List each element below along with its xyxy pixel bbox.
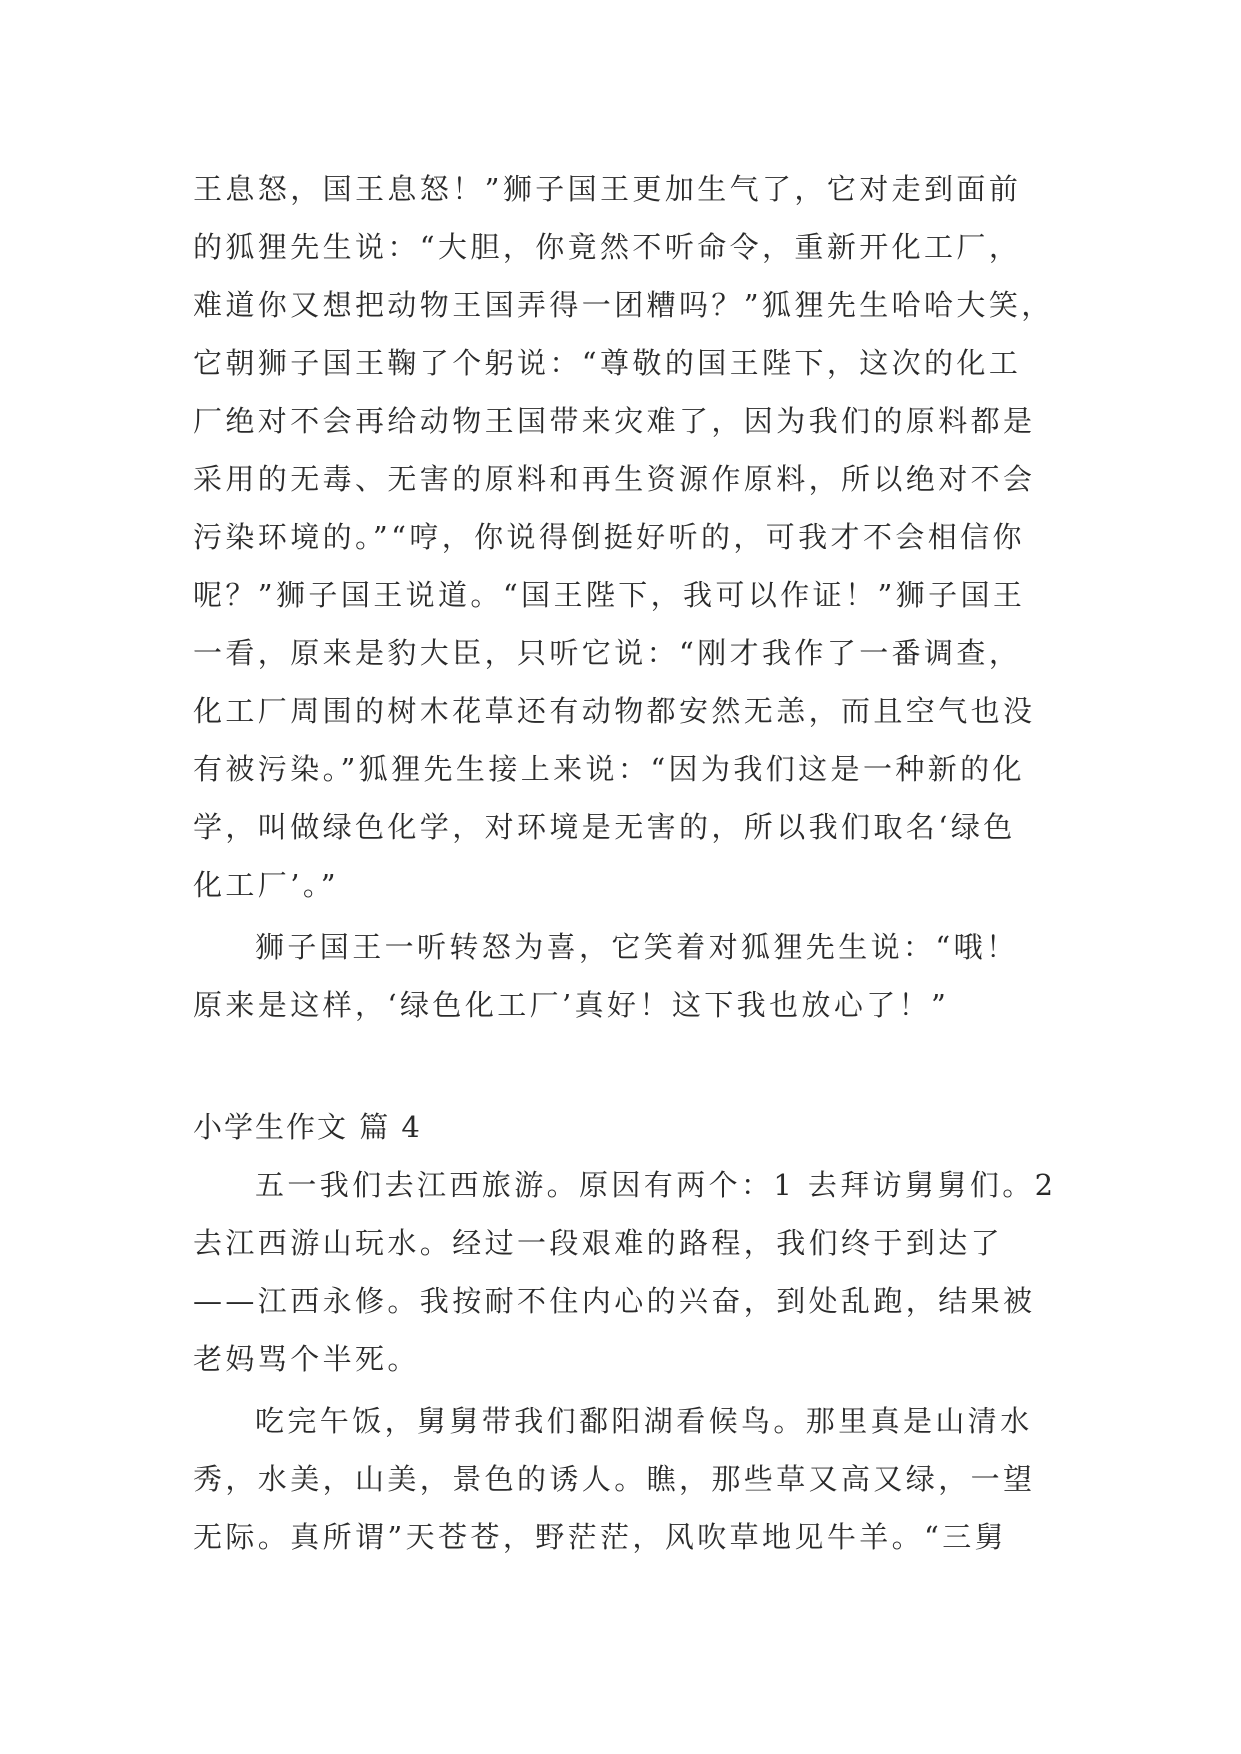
text-line: 吃完午饭，舅舅带我们鄱阳湖看候鸟。那里真是山清水 [255,1404,1033,1438]
text-line: 学，叫做绿色化学，对环境是无害的，所以我们取名‘绿色 [193,810,1016,844]
text-line: 化工厂周围的树木花草还有动物都安然无恙，而且空气也没 [193,694,1036,728]
text-line: 它朝狮子国王鞠了个躬说：“尊敬的国王陛下，这次的化工 [193,346,1022,380]
text-line: ——江西永修。我按耐不住内心的兴奋，到处乱跑，结果被 [193,1284,1036,1318]
paragraph-fox-factory-dialogue [193,160,1093,914]
text-line: 有被污染。”狐狸先生接上来说：“因为我们这是一种新的化 [193,752,1025,786]
text-line: 去江西游山玩水。经过一段艰难的路程，我们终于到达了 [193,1226,1004,1260]
text-line: 五一我们去江西旅游。原因有两个：1 去拜访舅舅们。2 [255,1168,1057,1202]
text-line: 呢？”狮子国王说道。“国王陛下，我可以作证！”狮子国王 [193,578,1026,612]
text-line: 原来是这样，‘绿色化工厂’真好！这下我也放心了！” [193,988,950,1022]
text-line: 化工厂’。” [193,868,339,902]
spacer [193,1034,1093,1098]
text-line: 无际。真所谓”天苍苍，野茫茫，风吹草地见牛羊。“三舅 [193,1520,1008,1554]
text-line: 污染环境的。”“哼，你说得倒挺好听的，可我才不会相信你 [193,520,1025,554]
paragraph-poyang-lake [193,1392,1093,1566]
section-heading: 小学生作文 篇 4 [193,1110,422,1144]
text-line: 厂绝对不会再给动物王国带来灾难了，因为我们的原料都是 [193,404,1036,438]
text-line: 一看，原来是豹大臣，只听它说：“刚才我作了一番调查， [193,636,1022,670]
text-line: 采用的无毒、无害的原料和再生资源作原料，所以绝对不会 [193,462,1036,496]
text-line: 老妈骂个半死。 [193,1342,420,1376]
paragraph-jiangxi-trip [193,1156,1093,1388]
text-line: 难道你又想把动物王国弄得一团糟吗？”狐狸先生哈哈大笑， [193,288,1054,322]
paragraph-lion-king-pleased [193,918,1093,1034]
document-page [193,160,1093,1566]
text-line: 王息怒，国王息怒！”狮子国王更加生气了，它对走到面前 [193,172,1022,206]
text-line: 狮子国王一听转怒为喜，它笑着对狐狸先生说：“哦！ [255,930,1019,964]
text-line: 的狐狸先生说：“大胆，你竟然不听命令，重新开化工厂， [193,230,1022,264]
text-line: 秀，水美，山美，景色的诱人。瞧，那些草又高又绿，一望 [193,1462,1036,1496]
